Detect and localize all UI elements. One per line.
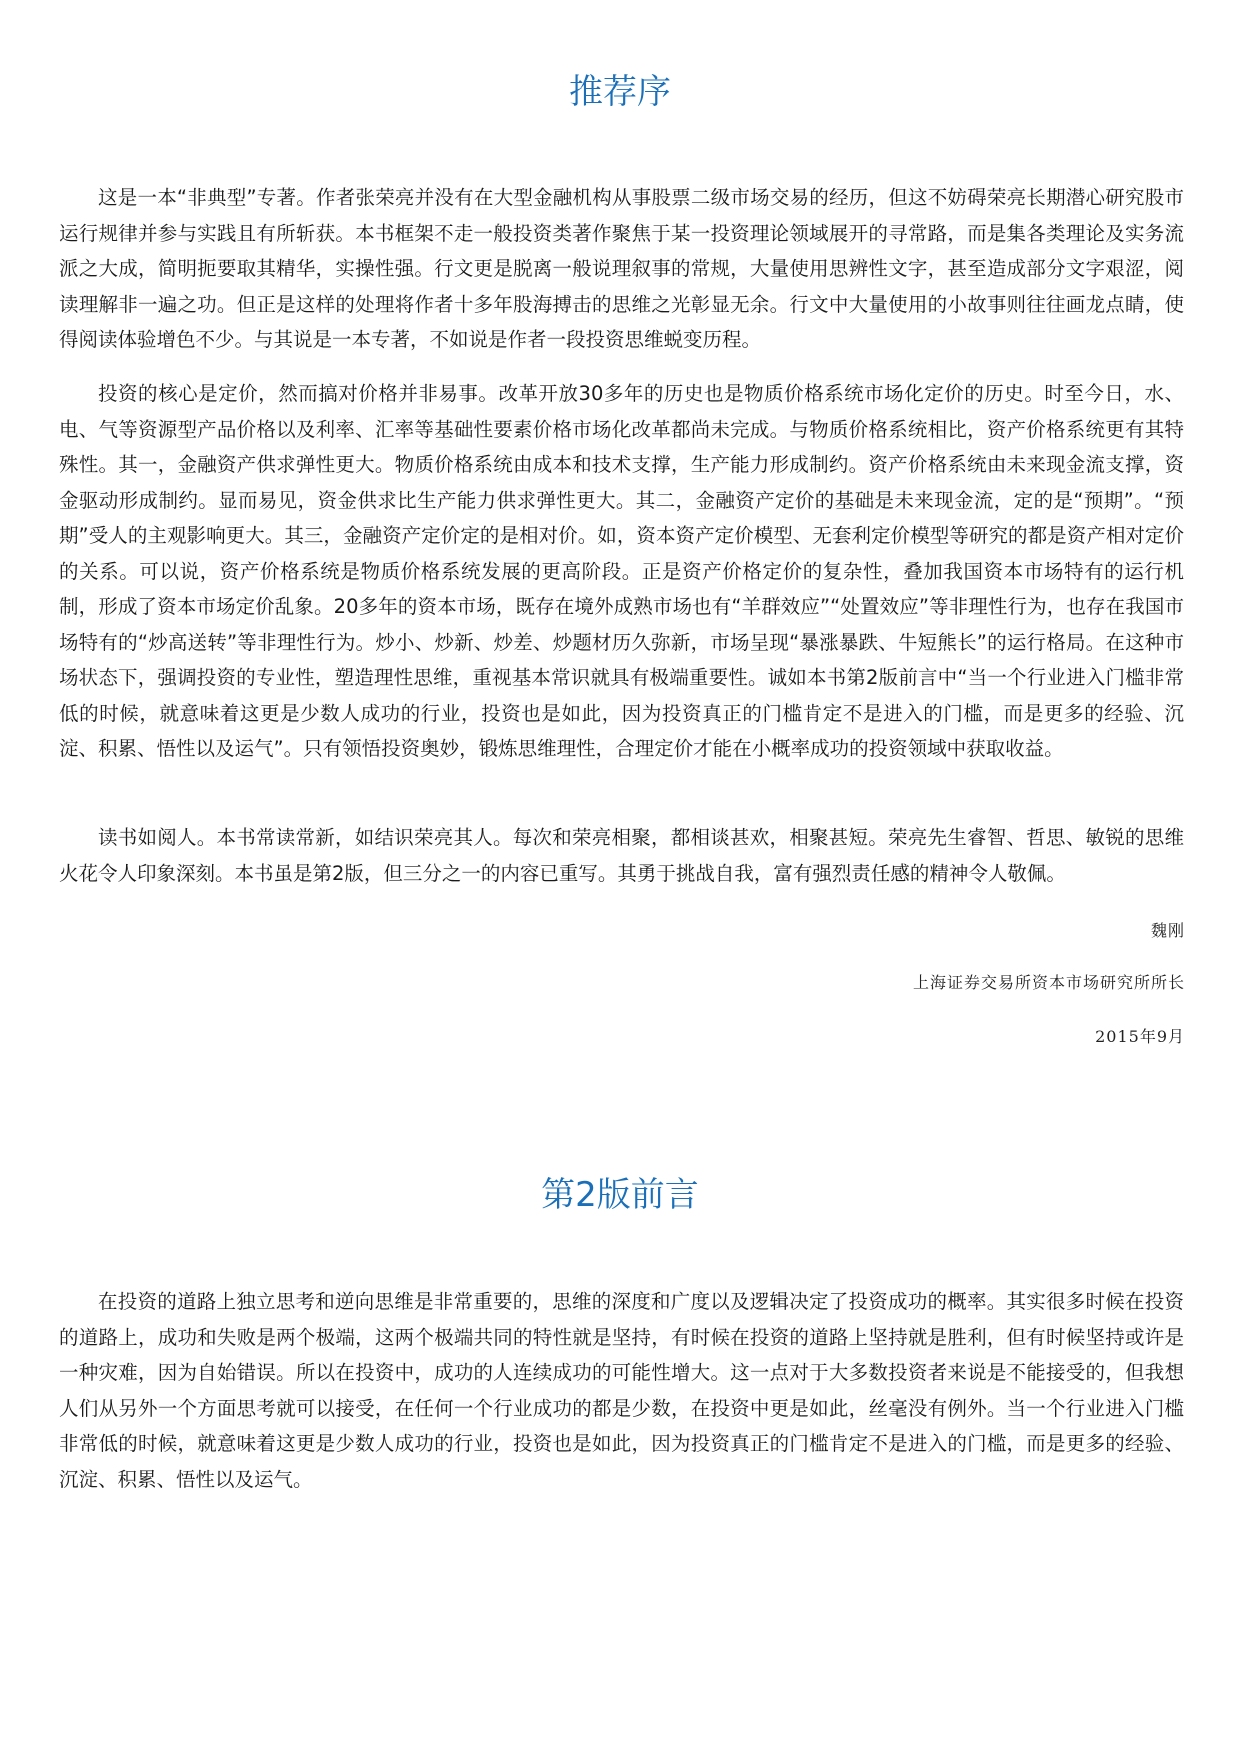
signature-date: 2015年9月 [1095, 1027, 1185, 1046]
section-title-recommendation-preface: 推荐序 [569, 72, 671, 112]
section-title-second-edition-preface: 第2版前言 [541, 1175, 699, 1215]
preface-paragraph-3: 读书如阅人。本书常读常新，如结识荣亮其人。每次和荣亮相聚，都相谈甚欢，相聚甚短。荣亮先生睿智、哲思、敏锐的思维火花令人印象深刻。本书虽是第2版，但三分之一的内容已重写。其勇于挑战自我，富有强烈责任感的精神令人敬佩。 [59, 826, 1184, 885]
signature-affiliation: 上海证券交易所资本市场研究所所长 [912, 973, 1185, 992]
preface-paragraph-1: 这是一本“非典型”专著。作者张荣亮并没有在大型金融机构从事股票二级市场交易的经历，但这不妨碍荣亮长期潜心研究股市运行规律并参与实践且有所斩获。本书框架不走一般投资类著作聚焦于某一投资理论领域展开的寻常路，而是集各类理论及实务流派之大成，简明扼要取其精华，实操性强。行文更是脱离一般说理叙事的常规，大量使用思辨性文字，甚至造成部分文字艰涩，阅读理解非一遍之功。但正是这样的处理将作者十多年股海搏击的思维之光彰显无余。行文中大量使用的小故事则往往画龙点睛，使得阅读体验增色不少。与其说是一本专著，不如说是作者一段投资思维蜕变历程。 [59, 186, 1184, 351]
second-edition-paragraph-1: 在投资的道路上独立思考和逆向思维是非常重要的，思维的深度和广度以及逻辑决定了投资成功的概率。其实很多时候在投资的道路上，成功和失败是两个极端，这两个极端共同的特性就是坚持，有时候在投资的道路上坚持就是胜利，但有时候坚持或许是一种灾难，因为自始错误。所以在投资中，成功的人连续成功的可能性增大。这一点对于大多数投资者来说是不能接受的，但我想人们从另外一个方面思考就可以接受，在任何一个行业成功的都是少数，在投资中更是如此，丝毫没有例外。当一个行业进入门槛非常低的时候，就意味着这更是少数人成功的行业，投资也是如此，因为投资真正的门槛肯定不是进入的门槛，而是更多的经验、沉淀、积累、悟性以及运气。 [59, 1290, 1184, 1491]
preface-paragraph-2: 投资的核心是定价，然而搞对价格并非易事。改革开放30多年的历史也是物质价格系统市场化定价的历史。时至今日，水、电、气等资源型产品价格以及利率、汇率等基础性要素价格市场化改革都尚未完成。与物质价格系统相比，资产价格系统更有其特殊性。其一，金融资产供求弹性更大。物质价格系统由成本和技术支撑，生产能力形成制约。资产价格系统由未来现金流支撑，资金驱动形成制约。显而易见，资金供求比生产能力供求弹性更大。其二，金融资产定价的基础是未来现金流，定的是“预期”。“预期”受人的主观影响更大。其三，金融资产定价定的是相对价。如，资本资产定价模型、无套利定价模型等研究的都是资产相对定价的关系。可以说，资产价格系统是物质价格系统发展的更高阶段。正是资产价格定价的复杂性，叠加我国资本市场特有的运行机制，形成了资本市场定价乱象。20多年的资本市场，既存在境外成熟市场也有“羊群效应”“处置效应”等非理性行为，也存在我国市场特有的“炒高送转”等非理性行为。炒小、炒新、炒差、炒题材历久弥新，市场呈现“暴涨暴跌、牛短熊长”的运行格局。在这种市场状态下，强调投资的专业性，塑造理性思维，重视基本常识就具有极端重要性。诚如本书第2版前言中“当一个行业进入门槛非常低的时候，就意味着这更是少数人成功的行业，投资也是如此，因为投资真正的门槛肯定不是进入的门槛，而是更多的经验、沉淀、积累、悟性以及运气”。只有领悟投资奥妙，锻炼思维理性，合理定价才能在小概率成功的投资领域中获取收益。 [59, 382, 1184, 760]
signature-name: 魏刚 [1150, 921, 1185, 940]
